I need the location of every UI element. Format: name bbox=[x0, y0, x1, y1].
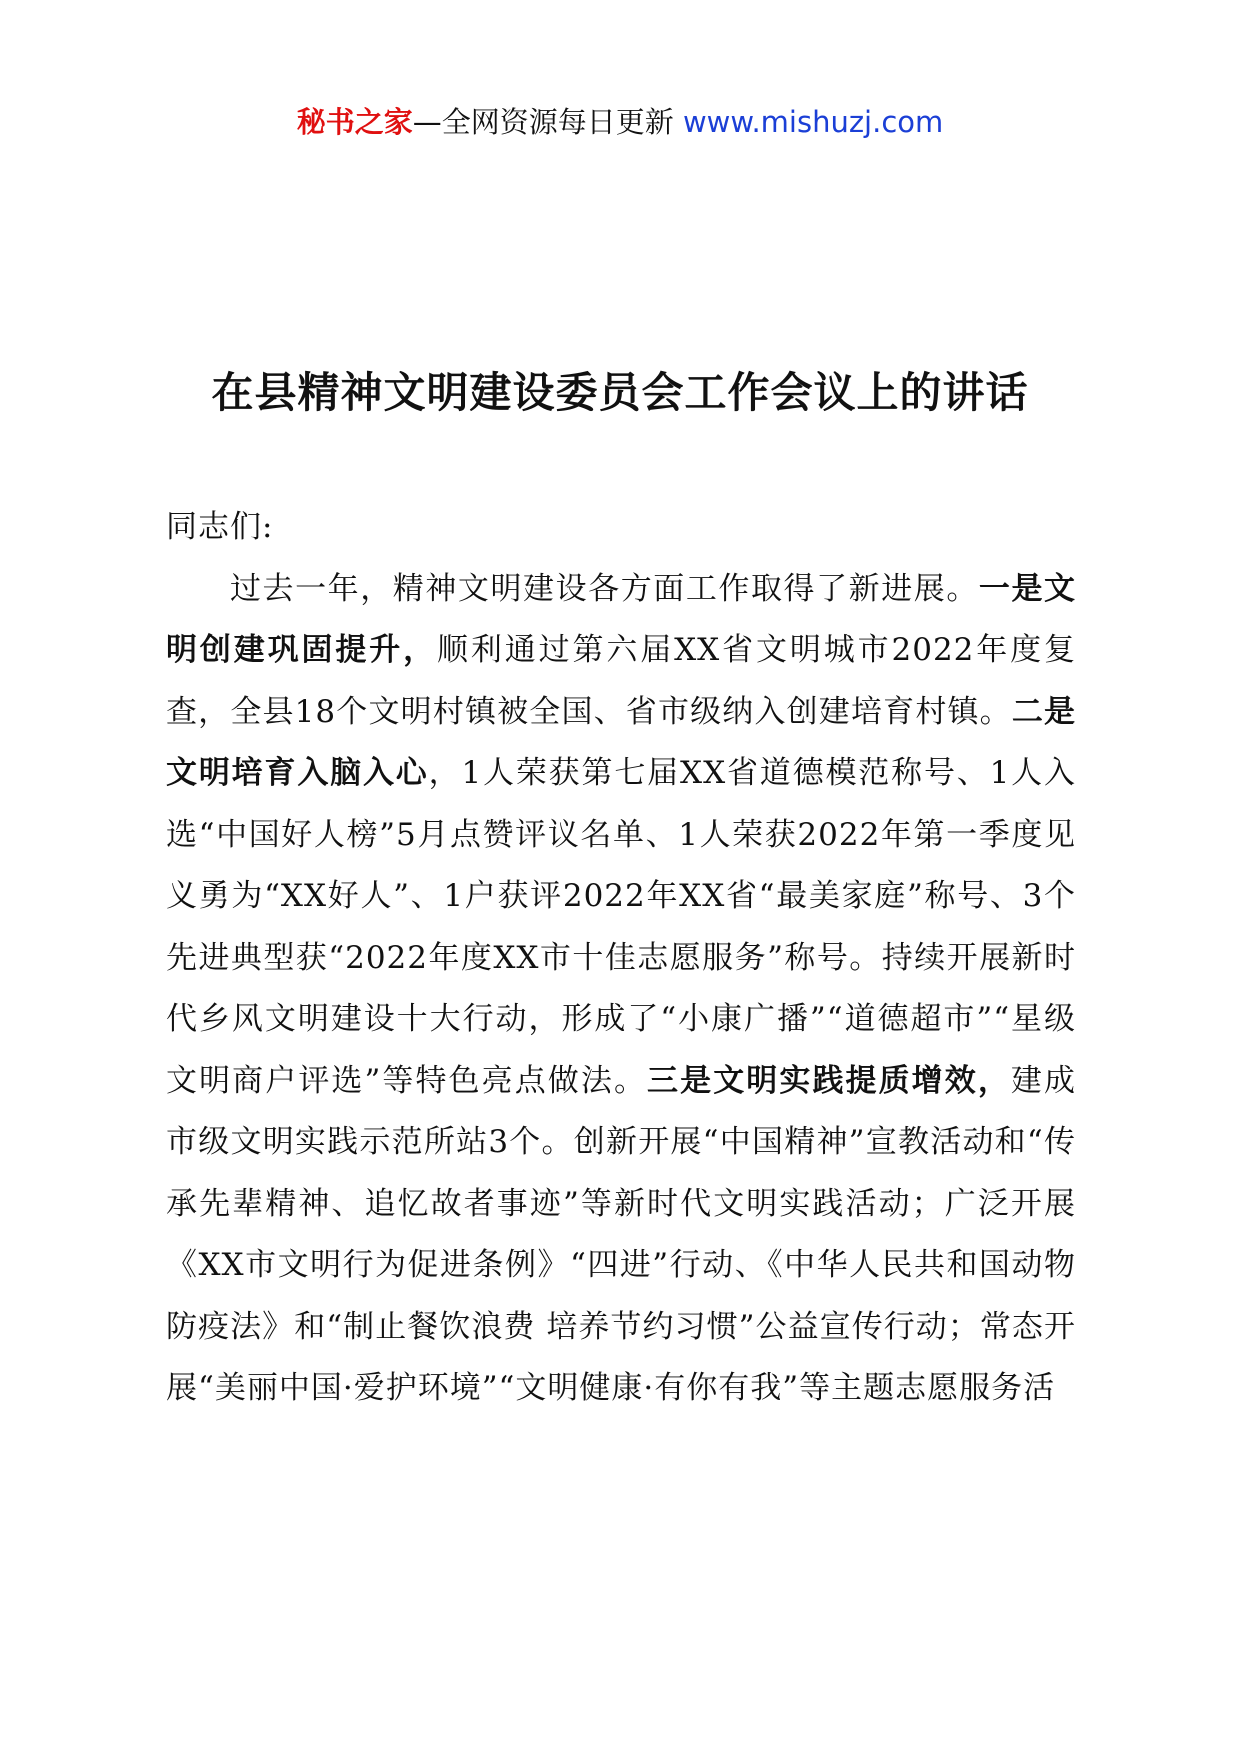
paragraph-intro: 过去一年，精神文明建设各方面工作取得了新进展。 bbox=[230, 570, 979, 607]
document-title: 在县精神文明建设委员会工作会议上的讲话 bbox=[211, 368, 1029, 417]
point-2-lead: 二是文明培育入脑入心 bbox=[166, 693, 1076, 791]
body-paragraph bbox=[166, 559, 1076, 1420]
point-3-lead: 三是文明实践提质增效， bbox=[647, 1062, 1011, 1099]
site-url-link[interactable]: www.mishuzj.com bbox=[682, 105, 944, 139]
point-1-text: 顺利通过第六届XX省文明城市2022年度复查，全县18个文明村镇被全国、省市级纳入创建培育村镇。 bbox=[166, 632, 1077, 730]
point-2-text: ，1人荣获第七届XX省道德模范称号、1人入选“中国好人榜”5月点赞评议名单、1人荣获2022年第一季度见义勇为“XX好人”、1户获评2022年XX省“最美家庭”称号、3个先进典型获“2022年度XX市十佳志愿服务”称号。持续开展新时代乡风文明建设十大行动，形成了“小康广播”“道德超市”“星级文明商户评选”等特色亮点做法。 bbox=[166, 755, 1076, 1099]
document-body bbox=[166, 497, 1076, 1420]
site-tagline: —全网资源每日更新 bbox=[412, 105, 683, 139]
site-brand: 秘书之家 bbox=[296, 105, 413, 139]
point-3-text: 建成市级文明实践示范所站3个。创新开展“中国精神”宣教活动和“传承先辈精神、追忆故者事迹”等新时代文明实践活动；广泛开展《XX市文明行为促进条例》“四进”行动、《中华人民共和国动物防疫法》和“制止餐饮浪费 培养节约习惯”公益宣传行动；常态开展“美丽中国·爱护环境”“文明健康·有你有我”等主题志愿服务活 bbox=[166, 1062, 1077, 1406]
site-header bbox=[0, 104, 1240, 140]
salutation: 同志们: bbox=[166, 509, 274, 545]
point-1-lead: 一是文明创建巩固提升， bbox=[166, 570, 1077, 668]
